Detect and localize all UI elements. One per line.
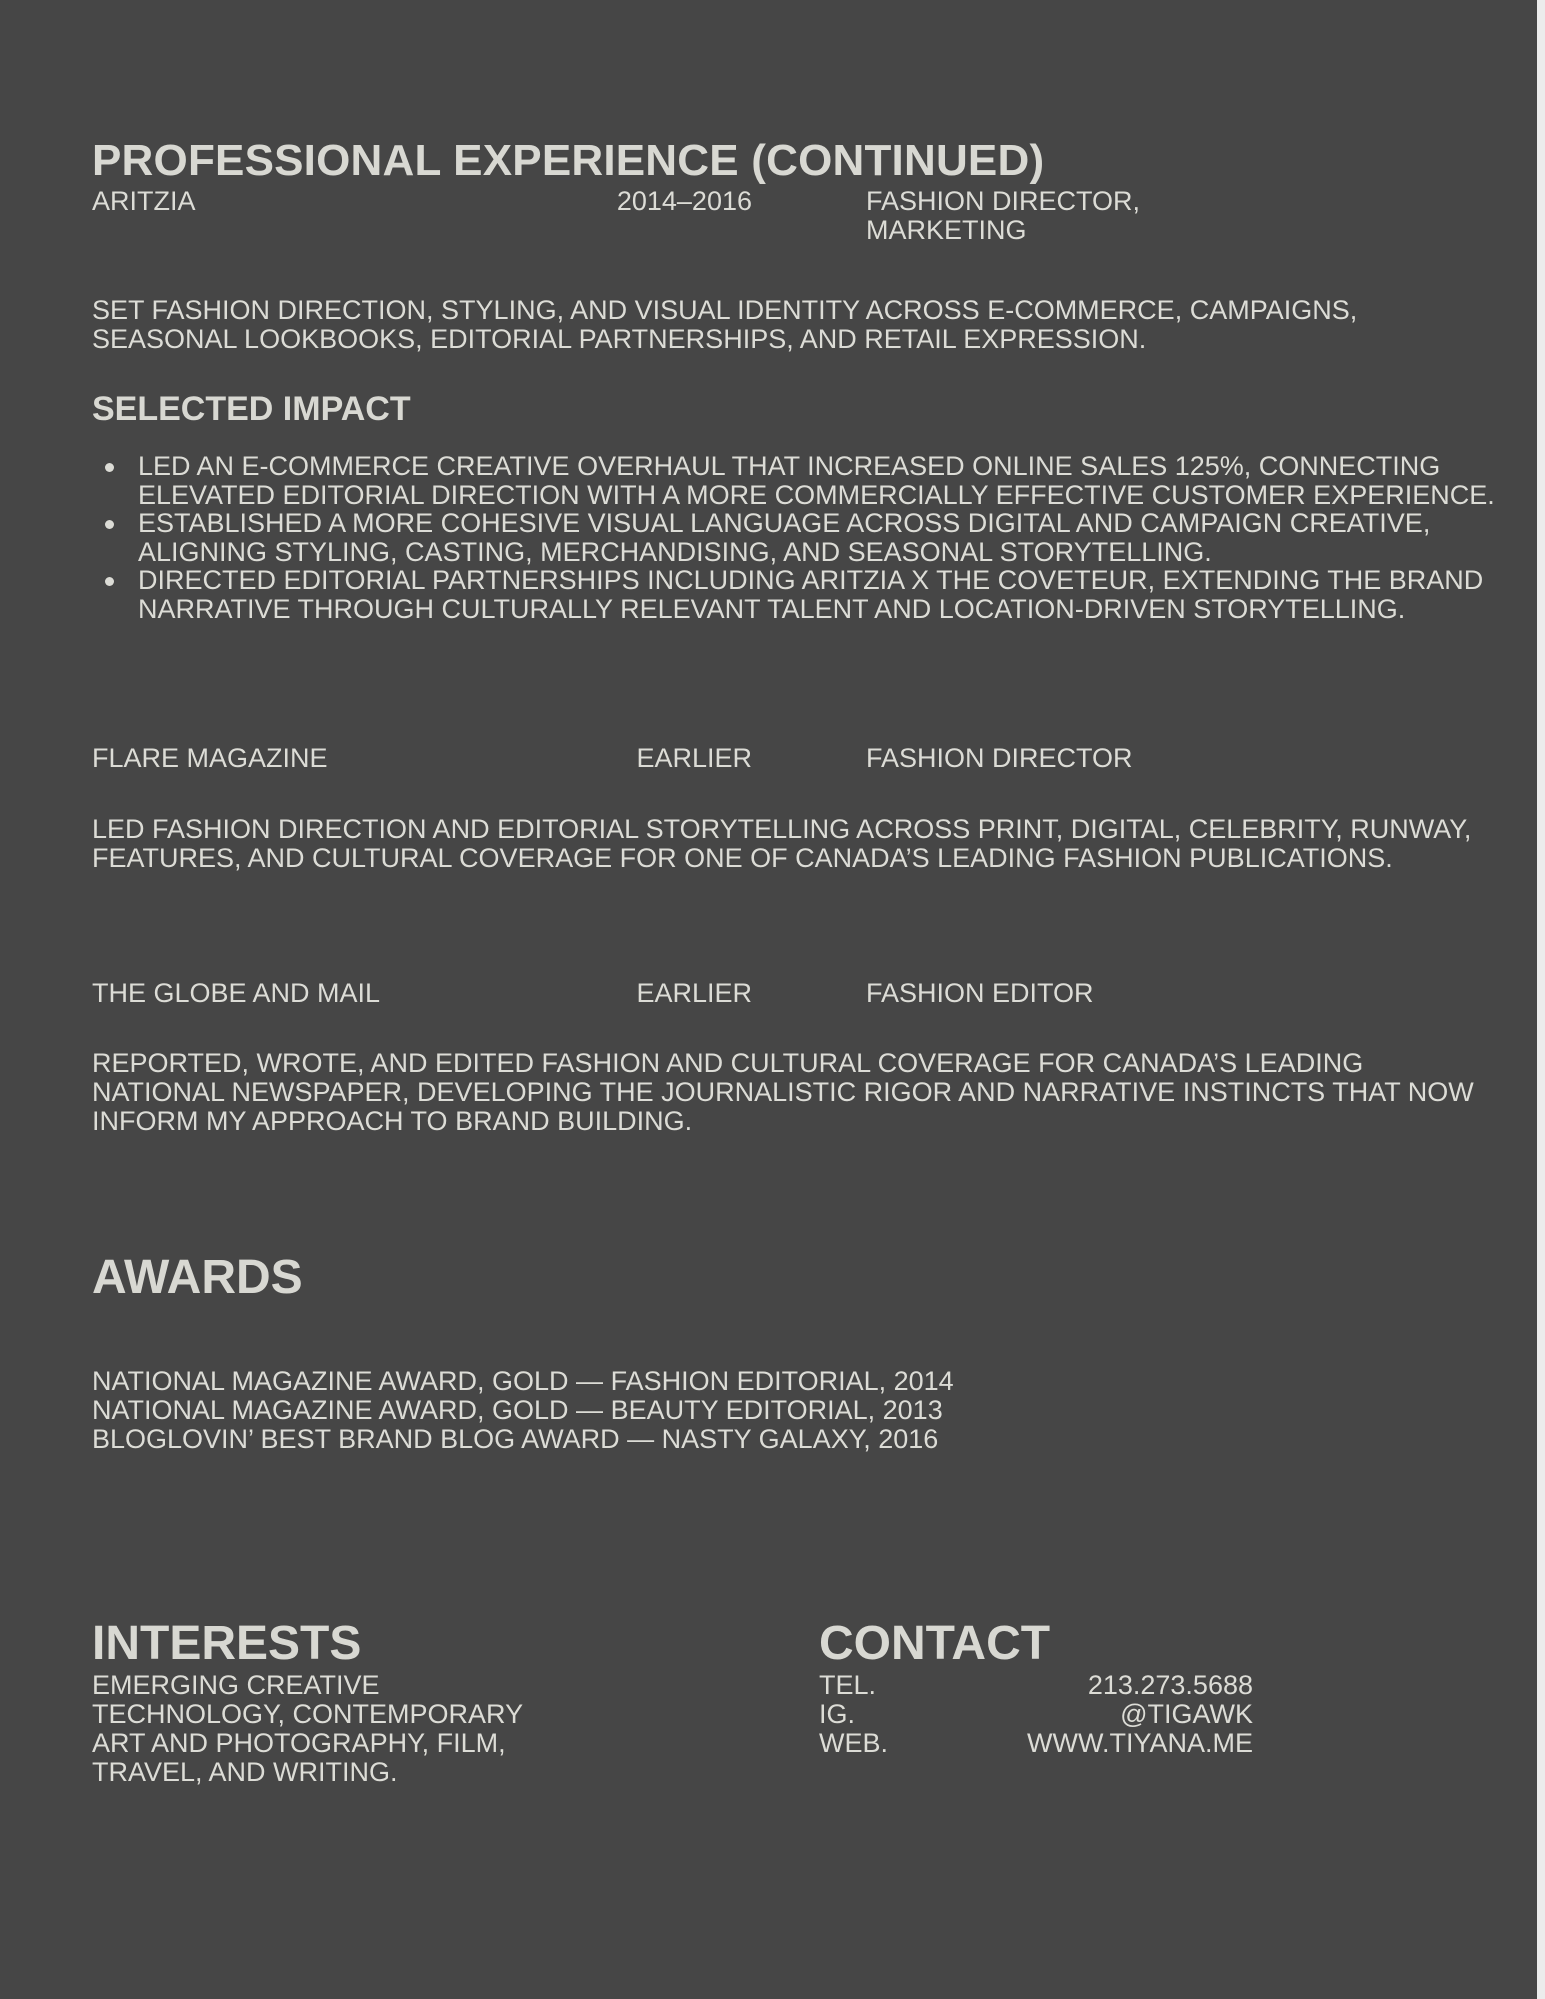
job-role: FASHION DIRECTOR, MARKETING [866, 186, 1141, 245]
contact-row [819, 1700, 1253, 1729]
contact-row [819, 1729, 1253, 1758]
job-summary: LED FASHION DIRECTION AND EDITORIAL STORYTELLING ACROSS PRINT, DIGITAL, CELEBRITY, RUNWAY, FEATURES, AND CULTURAL COVERAGE FOR ONE OF CANADA’S LEADING FASHION PUBLICATIONS. [92, 814, 1472, 873]
job-dates: 2014–2016 [616, 186, 752, 216]
contact-heading: CONTACT [819, 1617, 1051, 1670]
impact-item: LED AN E-COMMERCE CREATIVE OVERHAUL THAT INCREASED ONLINE SALES 125%, CONNECTING ELEVATED EDITORIAL DIRECTION WITH A MORE COMMERCIALLY EFFECTIVE CUSTOMER EXPERIENCE. [138, 452, 1518, 509]
job-summary: SET FASHION DIRECTION, STYLING, AND VISUAL IDENTITY ACROSS E-COMMERCE, CAMPAIGNS, SEASONAL LOOKBOOKS, EDITORIAL PARTNERSHIPS, AND RETAIL EXPRESSION. [92, 295, 1358, 354]
job-dates: EARLIER [636, 743, 752, 773]
impact-item: DIRECTED EDITORIAL PARTNERSHIPS INCLUDING ARITZIA X THE COVETEUR, EXTENDING THE BRAND NARRATIVE THROUGH CULTURALLY RELEVANT TALENT AND LOCATION-DRIVEN STORYTELLING. [138, 566, 1518, 623]
contact-website[interactable]: WWW.TIYANA.ME [1027, 1728, 1253, 1758]
interests-heading: INTERESTS [92, 1617, 362, 1670]
award-item: NATIONAL MAGAZINE AWARD, GOLD — BEAUTY EDITORIAL, 2013 [92, 1395, 943, 1425]
contact-label: IG. [819, 1699, 856, 1729]
job-company: ARITZIA [92, 186, 196, 216]
contact-label: WEB. [819, 1728, 889, 1758]
page-edge [1537, 0, 1545, 1999]
contact-phone[interactable]: 213.273.5688 [1087, 1670, 1253, 1700]
awards-list [92, 1367, 1292, 1454]
job-company: FLARE MAGAZINE [92, 743, 328, 773]
impact-item: ESTABLISHED A MORE COHESIVE VISUAL LANGUAGE ACROSS DIGITAL AND CAMPAIGN CREATIVE, ALIGNING STYLING, CASTING, MERCHANDISING, AND SEASONAL STORYTELLING. [138, 509, 1518, 566]
contact-instagram[interactable]: @TIGAWK [1120, 1699, 1253, 1729]
job-role: FASHION DIRECTOR [866, 743, 1133, 773]
job-summary: REPORTED, WROTE, AND EDITED FASHION AND CULTURAL COVERAGE FOR CANADA’S LEADING NATIONAL NEWSPAPER, DEVELOPING THE JOURNALISTIC RIGOR AND NARRATIVE INSTINCTS THAT NOW INFORM MY APPROACH TO BRAND BUILDING. [92, 1048, 1474, 1136]
contact-table [819, 1671, 1253, 1758]
job-role: FASHION EDITOR [866, 978, 1094, 1008]
impact-heading: SELECTED IMPACT [92, 390, 411, 428]
contact-label: TEL. [819, 1670, 877, 1700]
award-item: BLOGLOVIN’ BEST BRAND BLOG AWARD — NASTY GALAXY, 2016 [92, 1424, 939, 1454]
award-item: NATIONAL MAGAZINE AWARD, GOLD — FASHION EDITORIAL, 2014 [92, 1366, 954, 1396]
job-company: THE GLOBE AND MAIL [92, 978, 381, 1008]
contact-row [819, 1671, 1253, 1700]
interests-text: EMERGING CREATIVE TECHNOLOGY, CONTEMPORARY ART AND PHOTOGRAPHY, FILM, TRAVEL, AND WRITING. [92, 1670, 523, 1787]
impact-list [92, 452, 1518, 623]
job-dates: EARLIER [636, 978, 752, 1008]
experience-heading: PROFESSIONAL EXPERIENCE (CONTINUED) [92, 136, 1045, 185]
awards-heading: AWARDS [92, 1251, 303, 1304]
